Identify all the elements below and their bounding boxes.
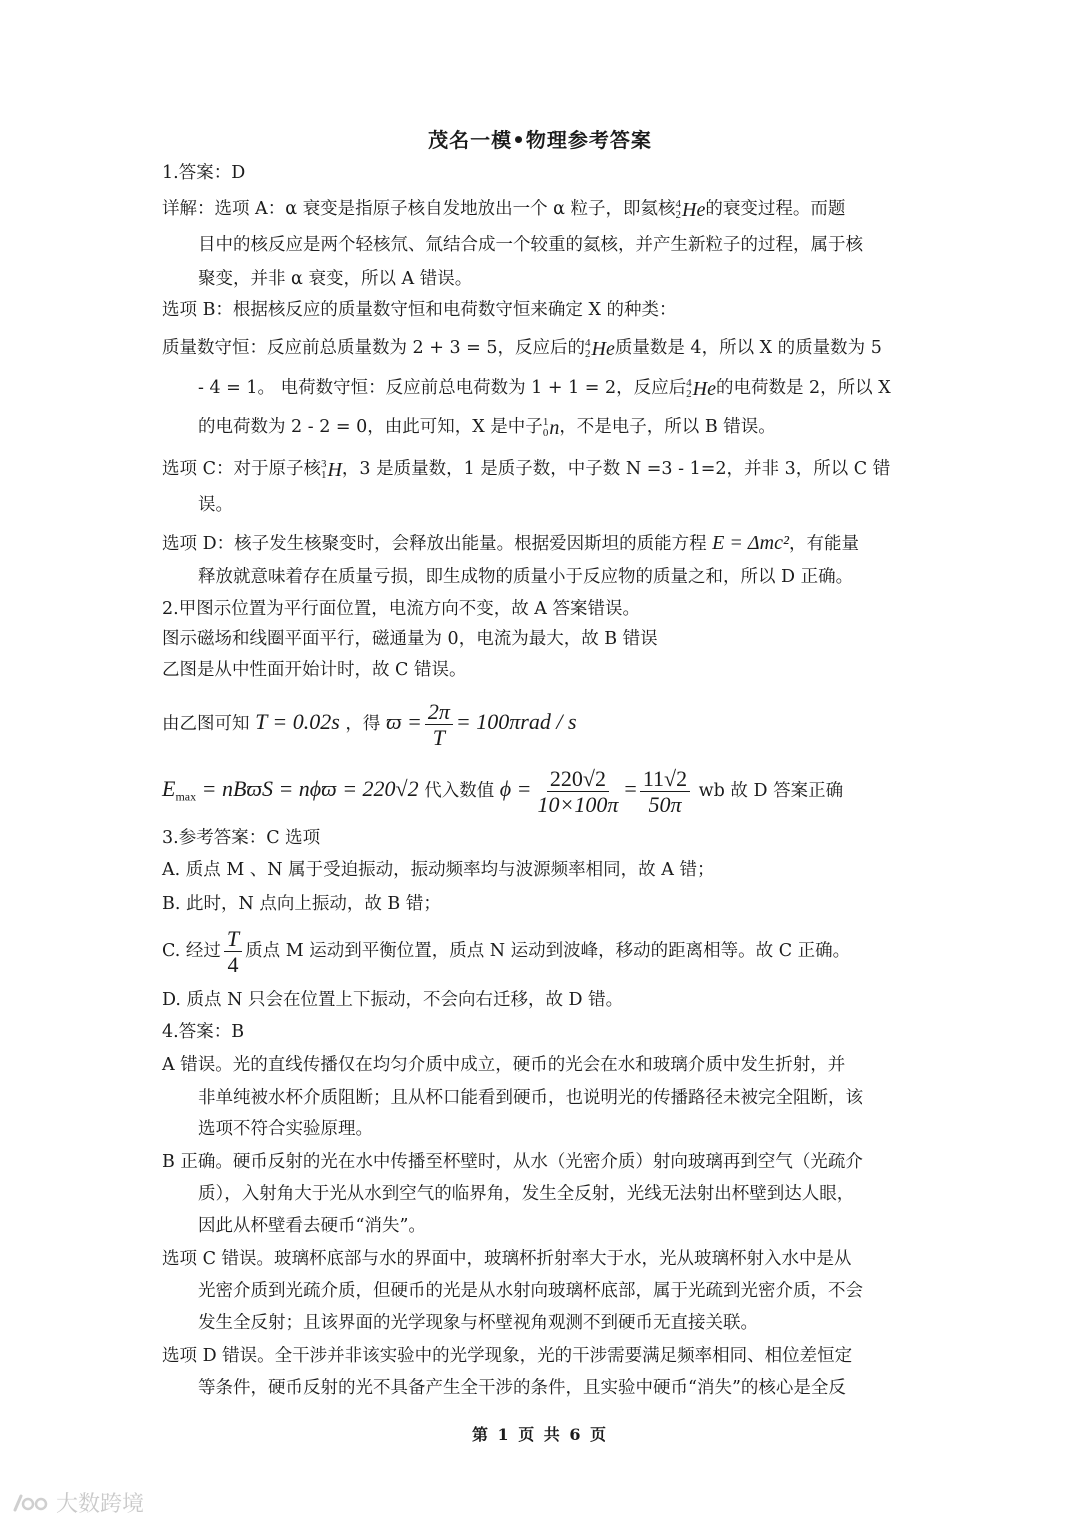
mass-energy-equation: E = Δmc² <box>712 532 789 554</box>
q1-a-text-1: 详解：选项 A：α 衰变是指原子核自发地放出一个 α 粒子，即氦核 <box>162 199 676 219</box>
phi-denominator-1: 10×100π <box>537 792 619 817</box>
q1-option-b-line-4 <box>198 414 776 441</box>
helium-nucleus-3 <box>686 376 716 402</box>
quarter-numerator: T <box>224 926 242 952</box>
q1-b-text-2: 质量数是 4，所以 X 的质量数为 5 <box>614 338 882 358</box>
n-charge-number: 0 <box>542 426 549 439</box>
q1-option-b-line-3 <box>198 375 891 402</box>
q1-d-text-1: 选项 D：核子发生核聚变时，会释放出能量。根据爱因斯坦的质能方程 <box>162 534 707 554</box>
q1-option-a-line-1 <box>162 196 845 223</box>
q4-option-b-line-2: 质），入射角大于光从水到空气的临界角，发生全反射，光线无法射出杯壁到达人眼， <box>198 1184 855 1204</box>
he-charge-number: 2 <box>675 208 682 221</box>
q4-option-a-line-2: 非单纯被水杯介质阻断；且从杯口能看到硬币，也说明光的传播路径未被完全阻断，该 <box>198 1088 863 1108</box>
q2-line-2: 图示磁场和线圈平面平行，磁通量为 0，电流为最大，故 B 错误 <box>162 629 658 649</box>
he-mass-number-3: 4 <box>686 376 692 389</box>
he-charge-number-2: 2 <box>585 347 591 360</box>
q3-answer: 3.参考答案：C 选项 <box>162 828 321 848</box>
quarter-denominator: 4 <box>227 952 239 977</box>
q4-option-c-line-3: 发生全反射；且该界面的光学现象与杯壁视角观测不到硬币无直接关联。 <box>198 1313 758 1333</box>
q1-option-d-line-2: 释放就意味着存在质量亏损，即生成物的质量小于反应物的质量之和，所以 D 正确。 <box>198 567 854 587</box>
he-charge-number-3: 2 <box>686 387 692 400</box>
hydrogen-nucleus <box>321 457 342 483</box>
q2-formula-2 <box>162 758 843 828</box>
q4-option-a-line-1: A 错误。光的直线传播仅在均匀介质中成立，硬币的光会在水和玻璃介质中发生折射，并 <box>162 1055 846 1075</box>
emax-subscript: max <box>175 789 197 804</box>
page-title: 茂名一模•物理参考答案 <box>428 128 652 152</box>
h-symbol: H <box>327 458 342 481</box>
page-number: 第 1 页 共 6 页 <box>471 1425 609 1444</box>
q4-option-d-line-1: 选项 D 错误。全干涉并非该实验中的光学现象，光的干涉需要满足频率相同、相位差恒定 <box>162 1346 853 1366</box>
emax-symbol: E <box>162 776 176 801</box>
q1-b-text-3: - 4 = 1。 电荷数守恒：反应前总电荷数为 1 + 1 = 2，反应后 <box>198 378 687 398</box>
omega-numerator: 2π <box>425 699 453 725</box>
helium-nucleus <box>676 197 706 223</box>
q3-option-c <box>162 925 850 977</box>
helium-nucleus-2 <box>585 336 615 362</box>
q1-option-d-line-1 <box>162 530 859 557</box>
phi-fraction-1 <box>535 766 622 818</box>
q1-option-b-line-1: 选项 B：根据核反应的质量数守恒和电荷数守恒来确定 X 的种类： <box>162 300 677 320</box>
q4-option-a-line-3: 选项不符合实验原理。 <box>198 1119 373 1139</box>
q1-b-text-6: ，不是电子，所以 B 错误。 <box>559 417 776 437</box>
he-symbol-3: He <box>692 377 716 400</box>
he-symbol-2: He <box>591 337 615 360</box>
phi-denominator-2: 50π <box>648 792 682 817</box>
he-mass-number-2: 4 <box>585 336 591 349</box>
q3-option-d: D. 质点 N 只会在位置上下振动，不会向右迁移，故 D 错。 <box>162 990 624 1010</box>
q4-option-d-line-2: 等条件，硬币反射的光不具备产生全干涉的条件，且实验中硬币“消失”的核心是全反 <box>198 1378 846 1398</box>
q1-a-text-2: 的衰变过程。而题 <box>705 199 846 219</box>
q2-f1-mid: ，得 <box>345 714 381 734</box>
omega-result: = 100πrad / s <box>455 709 577 734</box>
phi-fraction-2 <box>640 766 690 818</box>
q4-option-c-line-1: 选项 C 错误。玻璃杯底部与水的界面中，玻璃杯折射率大于水，光从玻璃杯射入水中是从 <box>162 1249 852 1269</box>
q2-f2-suffix: wb 故 D 答案正确 <box>698 781 844 801</box>
q2-f2-mid: 代入数值 <box>424 781 495 801</box>
period-value: T = 0.02s <box>255 709 340 734</box>
q1-option-c-line-1 <box>162 456 890 483</box>
q3-c-suffix: 质点 M 运动到平衡位置，质点 N 运动到波峰，移动的距离相等。故 C 正确。 <box>245 941 851 961</box>
q1-answer: 1.答案：D <box>162 163 246 183</box>
n-mass-number: 1 <box>542 415 549 428</box>
q1-b-text-4: 的电荷数是 2，所以 X <box>715 378 891 398</box>
q4-answer: 4.答案：B <box>162 1022 245 1042</box>
q2-formula-1 <box>162 693 577 753</box>
phi-numerator-2: 11√2 <box>640 766 690 792</box>
q4-option-c-line-2: 光密介质到光疏介质，但硬币的光是从水射向玻璃杯底部，属于光疏到光密介质，不会 <box>198 1281 863 1301</box>
watermark <box>12 1487 144 1518</box>
q1-b-text-1: 质量数守恒：反应前总质量数为 2 + 3 = 5，反应后的 <box>162 338 586 358</box>
h-mass-number: 3 <box>320 457 327 470</box>
q4-option-b-line-1: B 正确。硬币反射的光在水中传播至杯壁时，从水（光密介质）射向玻璃再到空气（光疏介 <box>162 1152 863 1172</box>
q1-option-c-line-2: 误。 <box>198 495 233 515</box>
q2-line-3: 乙图是从中性面开始计时，故 C 错误。 <box>162 660 467 680</box>
q4-option-b-line-3: 因此从杯壁看去硬币“消失”。 <box>198 1216 426 1236</box>
q3-option-b: B. 此时，N 点向上振动，故 B 错； <box>162 894 441 914</box>
q1-b-text-5: 的电荷数为 2 - 2 = 0，由此可知，X 是中子 <box>198 417 543 437</box>
n-symbol: n <box>549 416 560 439</box>
omega-symbol: ϖ = <box>385 709 422 734</box>
h-charge-number: 1 <box>320 468 327 481</box>
q1-option-a-line-2: 目中的核反应是两个轻核氘、氚结合成一个较重的氦核，并产生新粒子的过程，属于核 <box>198 235 863 255</box>
phi-numerator-1: 220√2 <box>547 766 609 792</box>
q1-d-text-2: ，有能量 <box>788 534 859 554</box>
q1-c-text-1: 选项 C：对于原子核 <box>162 459 321 479</box>
q2-f1-prefix: 由乙图可知 <box>162 714 250 734</box>
omega-fraction <box>425 699 453 751</box>
q3-option-a: A. 质点 M 、N 属于受迫振动，振动频率均与波源频率相同，故 A 错； <box>162 860 715 880</box>
q2-line-1: 2.甲图示位置为平行面位置，电流方向不变，故 A 答案错误。 <box>162 599 640 619</box>
neutron <box>543 415 560 441</box>
watermark-text: 大数跨境 <box>56 1492 145 1517</box>
watermark-logo-icon <box>12 1492 50 1514</box>
q1-option-b-line-2 <box>162 335 882 362</box>
emax-expression: = nBϖS = nϕϖ = 220√2 <box>196 776 419 801</box>
quarter-period-fraction <box>224 926 242 978</box>
omega-denominator: T <box>432 725 446 750</box>
q1-c-text-2: ，3 是质量数，1 是质子数，中子数 N =3 - 1=2，并非 3，所以 C 错 <box>341 459 891 479</box>
q1-option-a-line-3: 聚变，并非 α 衰变，所以 A 错误。 <box>198 269 473 289</box>
he-mass-number: 4 <box>675 197 682 210</box>
phi-symbol: ϕ = <box>499 776 532 801</box>
q3-c-prefix: C. 经过 <box>162 941 221 961</box>
equals-sign: = <box>624 776 637 801</box>
he-symbol: He <box>682 198 706 221</box>
